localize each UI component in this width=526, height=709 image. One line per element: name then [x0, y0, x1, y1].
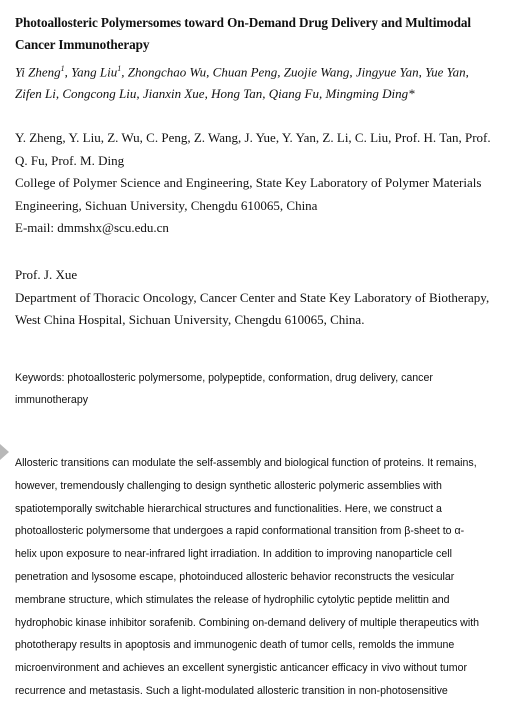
affiliation-institution: Engineering, Sichuan University, Chengdu 610065, China: [15, 197, 318, 213]
abstract-line: microenvironment and achieves an excellent synergistic anticancer efficacy in vivo without tumor: [15, 662, 468, 675]
author-line: [15, 58, 515, 83]
abstract-line: penetration and lysosome escape, photoinduced allosteric behavior reconstructs the vesicular: [15, 570, 455, 583]
affiliation-authors: Y. Zheng, Y. Liu, Z. Wu, C. Peng, Z. Wang, J. Yue, Y. Yan, Z. Li, C. Liu, Prof. H. Tan, Prof.: [15, 130, 491, 145]
keywords-line: Keywords: photoallosteric polymersome, polypeptide, conformation, drug delivery, cancer: [15, 372, 433, 384]
abstract: [15, 452, 513, 703]
contact-email: E-mail: dmmshx@scu.edu.cn: [15, 220, 169, 235]
author-footnote-mark: 1: [60, 64, 65, 73]
affiliation-institution: West China Hospital, Sichuan University, Chengdu 610065, China.: [15, 312, 365, 327]
author-list: [15, 58, 515, 105]
paper-title: [15, 12, 510, 56]
affiliation-authors: Q. Fu, Prof. M. Ding: [15, 152, 125, 168]
abstract-line: however, tremendously challenging to design synthetic allosteric polymeric assemblies with: [15, 479, 442, 492]
abstract-line: membrane structure, which stimulates the release of hydrophilic cytolytic peptide melittin and: [15, 593, 450, 606]
author-name: Yi Zheng: [15, 64, 61, 80]
keywords: [15, 367, 510, 411]
affiliation-institution: Department of Thoracic Oncology, Cancer Center and State Key Laboratory of Biotherapy,: [15, 289, 490, 305]
affiliation-block-2: [15, 264, 515, 332]
abstract-line: Allosteric transitions can modulate the self-assembly and biological function of proteins. It remains,: [15, 457, 477, 469]
affiliation-authors: Prof. J. Xue: [15, 267, 78, 282]
author-line: Zifen Li, Congcong Liu, Jianxin Xue, Hong Tan, Qiang Fu, Mingming Ding*: [15, 86, 415, 102]
title-line: Photoallosteric Polymersomes toward On-Demand Drug Delivery and Multimodal: [15, 15, 471, 30]
affiliation-block-1: [15, 127, 515, 240]
abstract-line: helix upon exposure to near-infrared light irradiation. In addition to improving nanoparticle cell: [15, 548, 452, 561]
affiliation-institution: College of Polymer Science and Engineering, State Key Laboratory of Polymer Materials: [15, 175, 482, 190]
author-footnote-mark: 1: [117, 64, 122, 73]
abstract-line: photoallosteric polymersome that undergoes a rapid conformational transition from β-sheet to α-: [15, 525, 465, 538]
title-line: Cancer Immunotherapy: [15, 37, 150, 52]
abstract-line: recurrence and metastasis. Such a light-modulated allosteric transition in non-photosensitive: [15, 684, 448, 697]
keywords-line: immunotherapy: [15, 394, 89, 406]
abstract-line: phototherapy results in apoptosis and immunogenic death of tumor cells, remolds the immune: [15, 639, 455, 652]
abstract-line: spatiotemporally switchable hierarchical structures and functionalities. Here, we construct a: [15, 502, 442, 515]
abstract-line: hydrophobic kinase inhibitor sorafenib. Combining on-demand delivery of multiple therapeutics with: [15, 616, 480, 629]
author-names: , Zhongchao Wu, Chuan Peng, Zuojie Wang, Jingyue Yan, Yue Yan,: [121, 64, 469, 80]
author-name: , Yang Liu: [64, 64, 118, 80]
margin-marker-icon: [0, 444, 9, 460]
